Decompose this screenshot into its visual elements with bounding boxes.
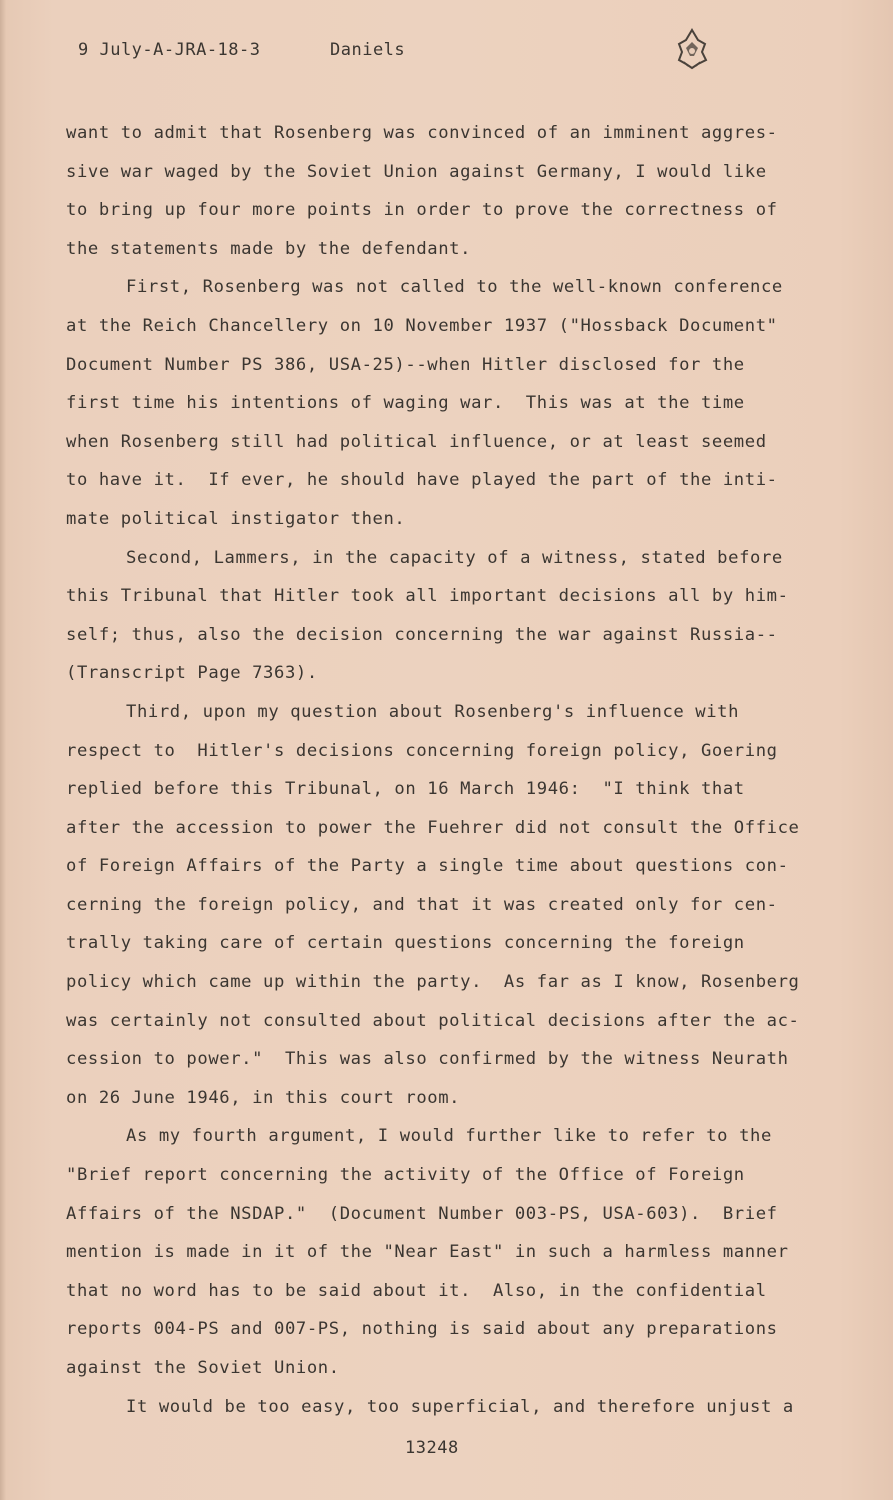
page-edge bbox=[0, 0, 6, 1500]
text-line: Affairs of the NSDAP." (Document Number 003-PS, USA-603). Brief bbox=[66, 1203, 778, 1224]
text-line: that no word has to be said about it. Also, in the confidential bbox=[66, 1280, 767, 1301]
author-name: Daniels bbox=[330, 40, 406, 60]
text-line: trally taking care of certain questions concerning the foreign bbox=[66, 933, 745, 954]
text-line: "Brief report concerning the activity of the Office of Foreign bbox=[66, 1165, 745, 1186]
text-line: respect to Hitler's decisions concerning foreign policy, Goering bbox=[66, 740, 778, 761]
text-line: replied before this Tribunal, on 16 March 1946: "I think that bbox=[66, 779, 745, 800]
text-line: of Foreign Affairs of the Party a single time about questions con- bbox=[66, 856, 789, 877]
text-line: mate political instigator then. bbox=[66, 508, 406, 529]
document-body bbox=[66, 114, 856, 1426]
text-line: this Tribunal that Hitler took all important decisions all by him- bbox=[66, 586, 789, 607]
text-line: Document Number PS 386, USA-25)--when Hitler disclosed for the bbox=[66, 354, 745, 375]
text-line: cerning the foreign policy, and that it was created only for cen- bbox=[66, 894, 778, 915]
text-line: reports 004-PS and 007-PS, nothing is said about any preparations bbox=[66, 1319, 778, 1340]
text-line: was certainly not consulted about political decisions after the ac- bbox=[66, 1010, 800, 1031]
page-header bbox=[78, 40, 405, 60]
text-line: to have it. If ever, he should have played the part of the inti- bbox=[66, 470, 778, 491]
text-line: cession to power." This was also confirmed by the witness Neurath bbox=[66, 1049, 789, 1070]
page-number: 13248 bbox=[405, 1438, 459, 1458]
text-line: Second, Lammers, in the capacity of a witness, stated before bbox=[126, 547, 783, 568]
text-line: As my fourth argument, I would further like to refer to the bbox=[126, 1126, 772, 1147]
text-line: at the Reich Chancellery on 10 November 1937 ("Hossback Document" bbox=[66, 315, 778, 336]
text-line: to bring up four more points in order to prove the correctness of bbox=[66, 200, 778, 221]
text-line: sive war waged by the Soviet Union against Germany, I would like bbox=[66, 161, 767, 182]
text-line: want to admit that Rosenberg was convinced of an imminent aggres- bbox=[66, 123, 778, 143]
text-line: after the accession to power the Fuehrer did not consult the Office bbox=[66, 817, 800, 838]
text-line: against the Soviet Union. bbox=[66, 1358, 340, 1378]
text-line: on 26 June 1946, in this court room. bbox=[66, 1087, 461, 1108]
text-line: (Transcript Page 7363). bbox=[66, 663, 318, 684]
text-line: Third, upon my question about Rosenberg's influence with bbox=[126, 701, 740, 722]
text-line: self; thus, also the decision concerning the war against Russia-- bbox=[66, 624, 778, 645]
document-reference: 9 July-A-JRA-18-3 bbox=[78, 40, 261, 60]
text-line: the statements made by the defendant. bbox=[66, 238, 472, 259]
text-line: It would be too easy, too superficial, and therefore unjust a bbox=[126, 1396, 794, 1417]
text-line: first time his intentions of waging war. This was at the time bbox=[66, 393, 745, 414]
text-line: policy which came up within the party. As far as I know, Rosenberg bbox=[66, 972, 800, 993]
text-line: First, Rosenberg was not called to the well-known conference bbox=[126, 277, 783, 298]
text-line: when Rosenberg still had political influence, or at least seemed bbox=[66, 431, 767, 452]
text-line: mention is made in it of the "Near East" in such a harmless manner bbox=[66, 1242, 789, 1263]
ink-stamp-icon bbox=[672, 26, 712, 72]
